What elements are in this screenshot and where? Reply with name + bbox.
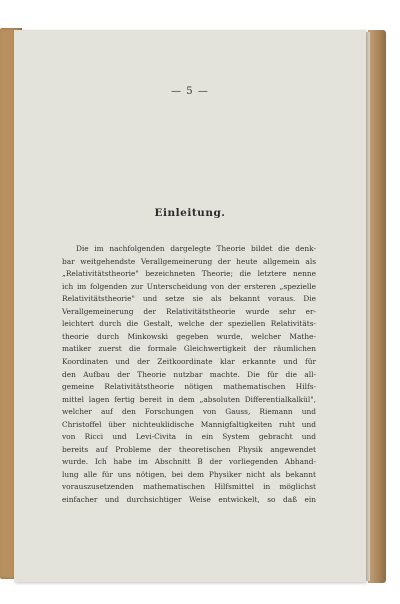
text-line: mittel lagen fertig bereit in dem „absoluten Differentialkalkül", [62, 394, 316, 404]
text-line: einfacher und durchsichtiger Weise entwickelt, so daß ein [62, 495, 316, 504]
text-line: leichtert durch die Gestalt, welche der speziellen Relativitäts- [62, 319, 316, 329]
text-line: matiker zuerst die formale Gleichwertigkeit der räumlichen [62, 344, 316, 354]
text-line: wurde. Ich habe im Abschnitt B der vorliegenden Abhand- [62, 457, 316, 467]
text-line: Koordinaten und der Zeitkoordinate klar erkannte und für [62, 356, 316, 366]
text-line: theorie durch Minkowski gegeben wurde, welcher Mathe- [62, 331, 316, 341]
text-line: bereits auf Probleme der theoretischen Physik angewendet [62, 444, 316, 454]
text-line: Relativitätstheorie" und setze sie als bekannt voraus. Die [62, 294, 316, 304]
text-line: ich im folgenden zur Unterscheidung von der ersteren „spezielle [62, 281, 316, 291]
text-line: welcher auf den Forschungen von Gauss, Riemann und [62, 407, 316, 417]
text-line: „Relativitätstheorie" bezeichneten Theorie; die letztere nenne [62, 269, 316, 279]
text-line: Die im nachfolgenden dargelegte Theorie bildet die denk- [76, 244, 316, 253]
text-line: vorauszusetzenden mathematischen Hilfsmittel in möglichst [62, 482, 316, 492]
text-line: lung alle für uns nötigen, bei dem Physiker nicht als bekannt [62, 469, 316, 479]
page-stack-edge [368, 30, 386, 583]
section-heading: Einleitung. [154, 207, 226, 219]
text-line: bar weitgehendste Verallgemeinerung der heute allgemein als [62, 256, 316, 266]
text-line: den Aufbau der Theorie nutzbar machte. Die für die all- [62, 369, 316, 379]
text-line: Verallgemeinerung der Relativitätstheorie wurde sehr er- [62, 306, 316, 316]
text-line: gemeine Relativitätstheorie nötigen mathematischen Hilfs- [62, 382, 316, 392]
page-number: — 5 — [171, 86, 209, 97]
text-line: Christoffel über nichteuklidische Mannigfaltigkeiten ruht und [62, 419, 316, 429]
text-line: von Ricci und Levi-Civita in ein System gebracht und [62, 432, 316, 442]
